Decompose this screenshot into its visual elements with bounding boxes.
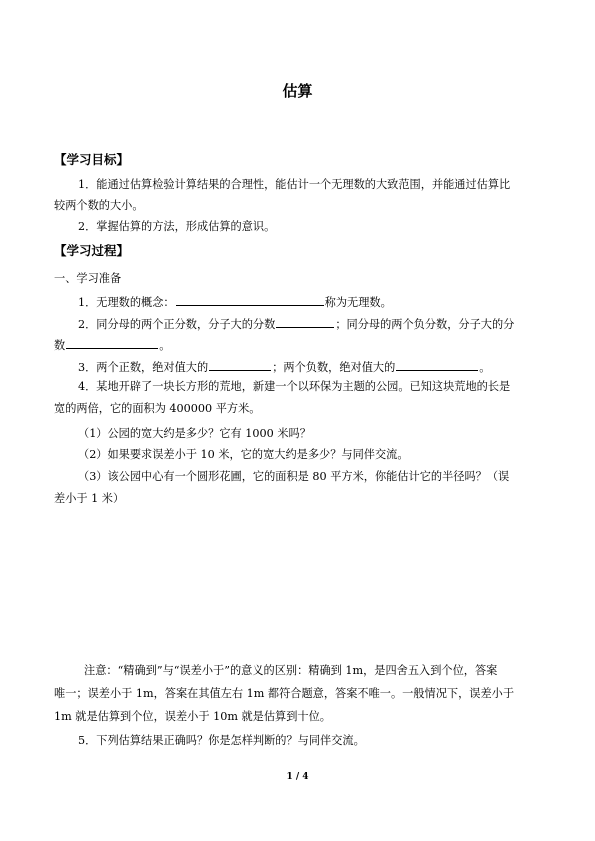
objective-2: 2．掌握估算的方法，形成估算的意识。 xyxy=(78,220,276,233)
question-4-line-2: 宽的两倍，它的面积为 400000 平方米。 xyxy=(54,402,261,415)
question-3-blank-1[interactable] xyxy=(209,359,271,371)
objective-1-line-1: 1．能通过估算检验计算结果的合理性，能估计一个无理数的大致范围，并能通过估算比 xyxy=(78,178,511,191)
note-line-1: 注意：“精确到”与“误差小于”的意义的区别：精确到 1m，是四舍五入到个位，答案 xyxy=(84,664,498,677)
objectives-heading: 【学习目标】 xyxy=(54,152,130,167)
question-4-2: （2）如果要求误差小于 10 米，它的宽大约是多少？与同伴交流。 xyxy=(78,448,409,461)
page-number: 1 / 4 xyxy=(286,772,309,782)
question-2-blank-1[interactable] xyxy=(276,316,334,328)
question-2-text-d: 。 xyxy=(159,339,171,352)
question-4-1: （1）公园的宽大约是多少？它有 1000 米吗？ xyxy=(78,427,311,440)
note-line-3: 1m 就是估算到个位，误差小于 10m 就是估算到十位。 xyxy=(54,710,331,723)
question-4-3-line-1: （3）该公园中心有一个圆形花圃，它的面积是 80 平方米，你能估计它的半径吗？（误 xyxy=(78,470,510,483)
question-2-line-2 xyxy=(54,337,549,353)
page-title: 估算 xyxy=(282,82,313,100)
question-1-text-b: 称为无理数。 xyxy=(324,296,392,309)
question-2-blank-2[interactable] xyxy=(66,337,158,349)
objective-1-line-2: 较两个数的大小。 xyxy=(54,199,144,212)
question-5: 5．下列估算结果正确吗？你是怎样判断的？与同伴交流。 xyxy=(78,734,365,747)
question-3-text-b: ；两个负数，绝对值大的 xyxy=(272,361,396,374)
question-2-line-1 xyxy=(54,316,573,332)
question-1-text-a: 1．无理数的概念： xyxy=(78,296,175,309)
question-3 xyxy=(54,359,573,375)
note-line-2: 唯一；误差小于 1m，答案在其值左右 1m 都符合题意，答案不唯一。一般情况下，误差小于 xyxy=(54,687,515,700)
question-2-text-c: 数 xyxy=(54,339,66,352)
question-2-text-a: 2．同分母的两个正分数，分子大的分数 xyxy=(78,318,276,331)
process-heading: 【学习过程】 xyxy=(54,243,130,258)
question-1 xyxy=(54,294,573,310)
question-3-text-c: 。 xyxy=(479,361,491,374)
part-1-heading: 一、学习准备 xyxy=(54,272,122,285)
question-4-line-1: 4．某地开辟了一块长方形的荒地，新建一个以环保为主题的公园。已知这块荒地的长是 xyxy=(78,380,511,393)
question-3-text-a: 3．两个正数，绝对值大的 xyxy=(78,361,209,374)
question-4-3-line-2: 差小于 1 米） xyxy=(54,492,125,505)
question-3-blank-2[interactable] xyxy=(396,359,478,371)
question-2-text-b: ；同分母的两个负分数，分子大的分 xyxy=(335,318,515,331)
question-1-blank[interactable] xyxy=(176,294,324,306)
